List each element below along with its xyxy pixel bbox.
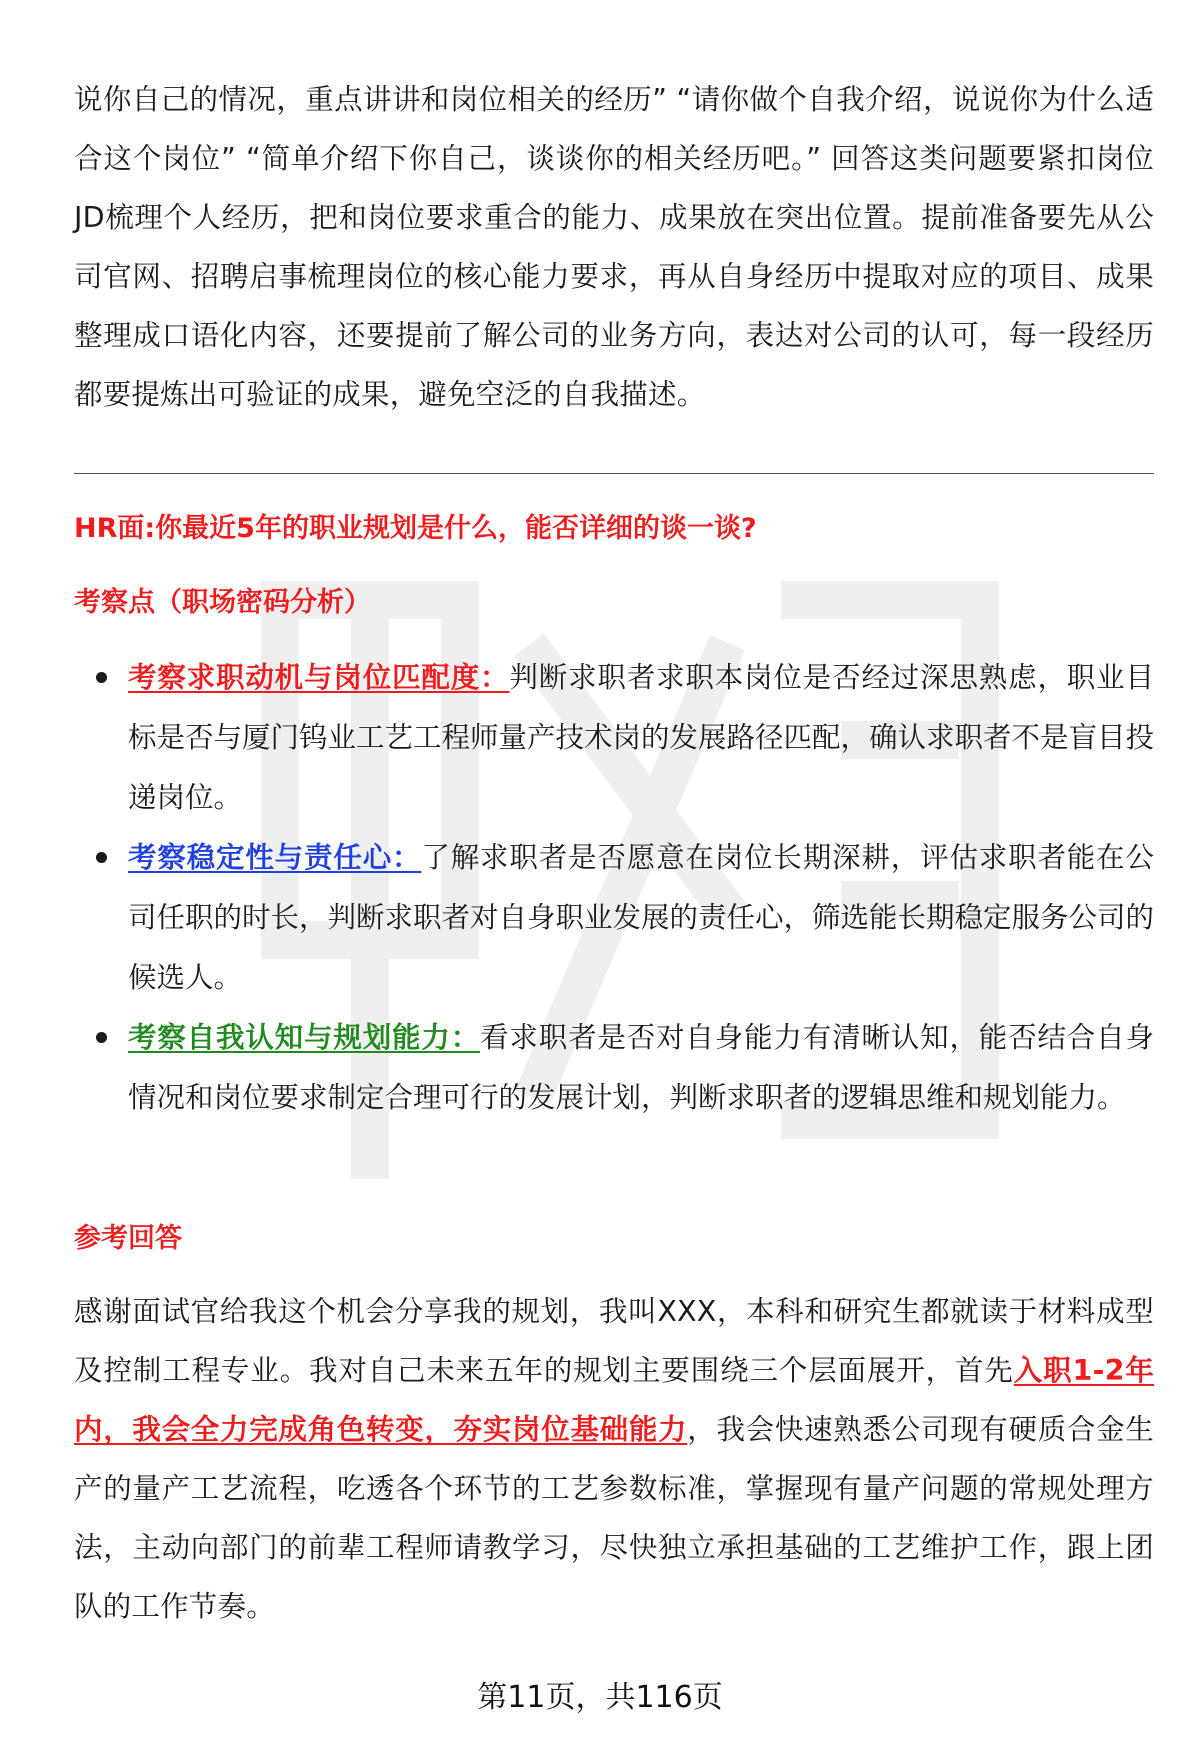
points-title: 考察点（职场密码分析） bbox=[74, 587, 371, 618]
section-divider bbox=[74, 473, 1154, 474]
point-text: 了解求职者是否愿意在岗位长期深耕，评估求职者能在公司任职的时长，判断求职者对自身职业发展的责任心，筛选能长期稳定服务公司的候选人。 bbox=[128, 841, 1155, 994]
bullet-dot-icon bbox=[96, 852, 107, 863]
answer-highlight: 入职1-2年内，我会全力完成角色转变，夯实岗位基础能力 bbox=[74, 1354, 1154, 1446]
points-list bbox=[74, 648, 1154, 1128]
reference-title: 参考回答 bbox=[74, 1223, 182, 1254]
point-keyword: 考察求职动机与岗位匹配度： bbox=[128, 661, 510, 694]
point-text: 看求职者是否对自身能力有清晰认知，能否结合自身情况和岗位要求制定合理可行的发展计划，判断求职者的逻辑思维和规划能力。 bbox=[128, 1021, 1154, 1114]
bullet-dot-icon bbox=[96, 672, 107, 683]
page-number: 第11页，共116页 bbox=[477, 1680, 723, 1715]
point-keyword: 考察稳定性与责任心： bbox=[128, 841, 422, 874]
list-item bbox=[74, 828, 1154, 1008]
answer-text-part1: 感谢面试官给我这个机会分享我的规划，我叫XXX，本科和研究生都就读于材料成型及控制工程专业。我对自己未来五年的规划主要围绕三个层面展开，首先 bbox=[74, 1295, 1154, 1387]
list-item bbox=[74, 648, 1154, 828]
question-title: HR面:你最近5年的职业规划是什么，能否详细的谈一谈? bbox=[74, 513, 757, 544]
bullet-dot-icon bbox=[96, 1032, 107, 1043]
list-item bbox=[74, 1008, 1154, 1128]
intro-section bbox=[74, 70, 1154, 424]
intro-paragraph: 说你自己的情况，重点讲讲和岗位相关的经历” “请你做个自我介绍，说说你为什么适合这个岗位” “简单介绍下你自己，谈谈你的相关经历吧。” 回答这类问题要紧扣岗位JD梳理个人经历，把和岗位要求重合的能力、成果放在突出位置。提前准备要先从公司官网、招聘启事梳理岗位的核心能力要求，再从自身经历中提取对应的项目、成果整理成口语化内容，还要提前了解公司的业务方向，表达对公司的认可，每一段经历都要提炼出可验证的成果，避免空泛的自我描述。 bbox=[74, 83, 1154, 411]
point-keyword: 考察自我认知与规划能力： bbox=[128, 1021, 481, 1054]
answer-text-part2: ，我会快速熟悉公司现有硬质合金生产的量产工艺流程，吃透各个环节的工艺参数标准，掌握现有量产问题的常规处理方法，主动向部门的前辈工程师请教学习，尽快独立承担基础的工艺维护工作，跟上团队的工作节奏。 bbox=[74, 1413, 1155, 1623]
answer-paragraph bbox=[74, 1282, 1154, 1636]
answer-section bbox=[74, 1282, 1154, 1636]
point-text: 判断求职者求职本岗位是否经过深思熟虑，职业目标是否与厦门钨业工艺工程师量产技术岗的发展路径匹配，确认求职者不是盲目投递岗位。 bbox=[128, 661, 1155, 814]
